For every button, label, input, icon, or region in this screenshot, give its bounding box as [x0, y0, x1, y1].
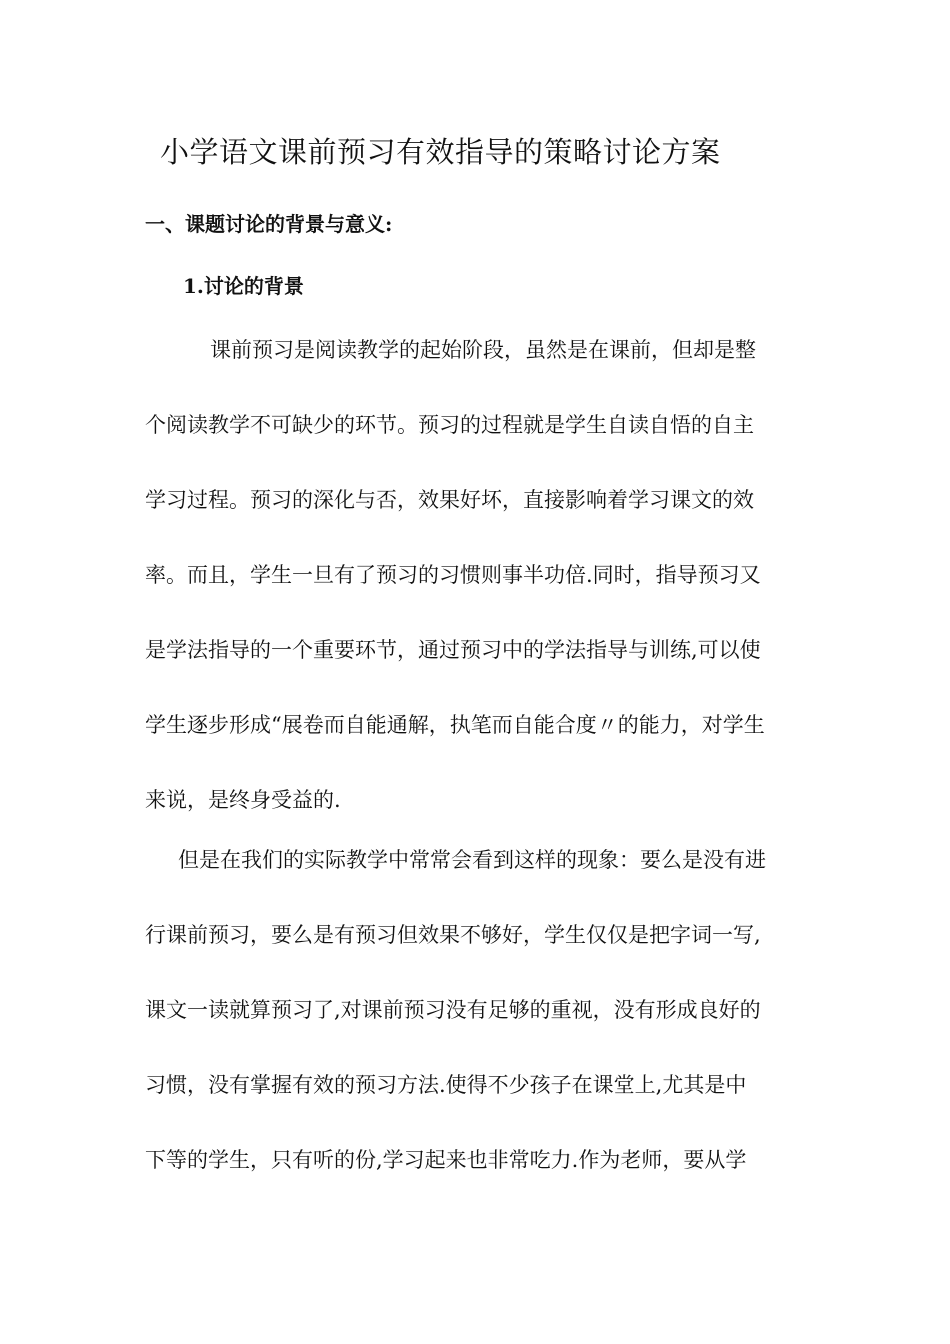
paragraph-line: 学生逐步形成“展卷而自能通解，执笔而自能合度〃的能力，对学生 [145, 713, 765, 737]
paragraph-line: 是学法指导的一个重要环节，通过预习中的学法指导与训练,可以使 [145, 638, 761, 662]
paragraph-line: 学习过程。预习的深化与否，效果好坏，直接影响着学习课文的效 [145, 488, 754, 512]
subsection-heading: 1.讨论的背景 [183, 274, 304, 298]
paragraph-line: 下等的学生，只有听的份,学习起来也非常吃力.作为老师，要从学 [145, 1148, 747, 1172]
paragraph-line: 课文一读就算预习了,对课前预习没有足够的重视，没有形成良好的 [145, 998, 761, 1022]
paragraph-background [145, 313, 805, 838]
paragraph-line: 行课前预习，要么是有预习但效果不够好，学生仅仅是把字词一写, [145, 923, 761, 947]
paragraph-line: 个阅读教学不可缺少的环节。预习的过程就是学生自读自悟的自主 [145, 413, 754, 437]
paragraph-line: 习惯，没有掌握有效的预习方法.使得不少孩子在课堂上,尤其是中 [145, 1073, 747, 1097]
section-heading: 一、课题讨论的背景与意义: [145, 212, 393, 236]
paragraph-line: 但是在我们的实际教学中常常会看到这样的现象：要么是没有进 [178, 848, 766, 872]
paragraph-line: 课前预习是阅读教学的起始阶段，虽然是在课前，但却是整 [210, 338, 756, 362]
paragraph-problem [145, 823, 805, 1198]
document-title: 小学语文课前预习有效指导的策略讨论方案 [160, 135, 721, 169]
paragraph-line: 来说，是终身受益的. [145, 788, 341, 812]
paragraph-line: 率。而且，学生一旦有了预习的习惯则事半功倍.同时，指导预习又 [145, 563, 761, 587]
